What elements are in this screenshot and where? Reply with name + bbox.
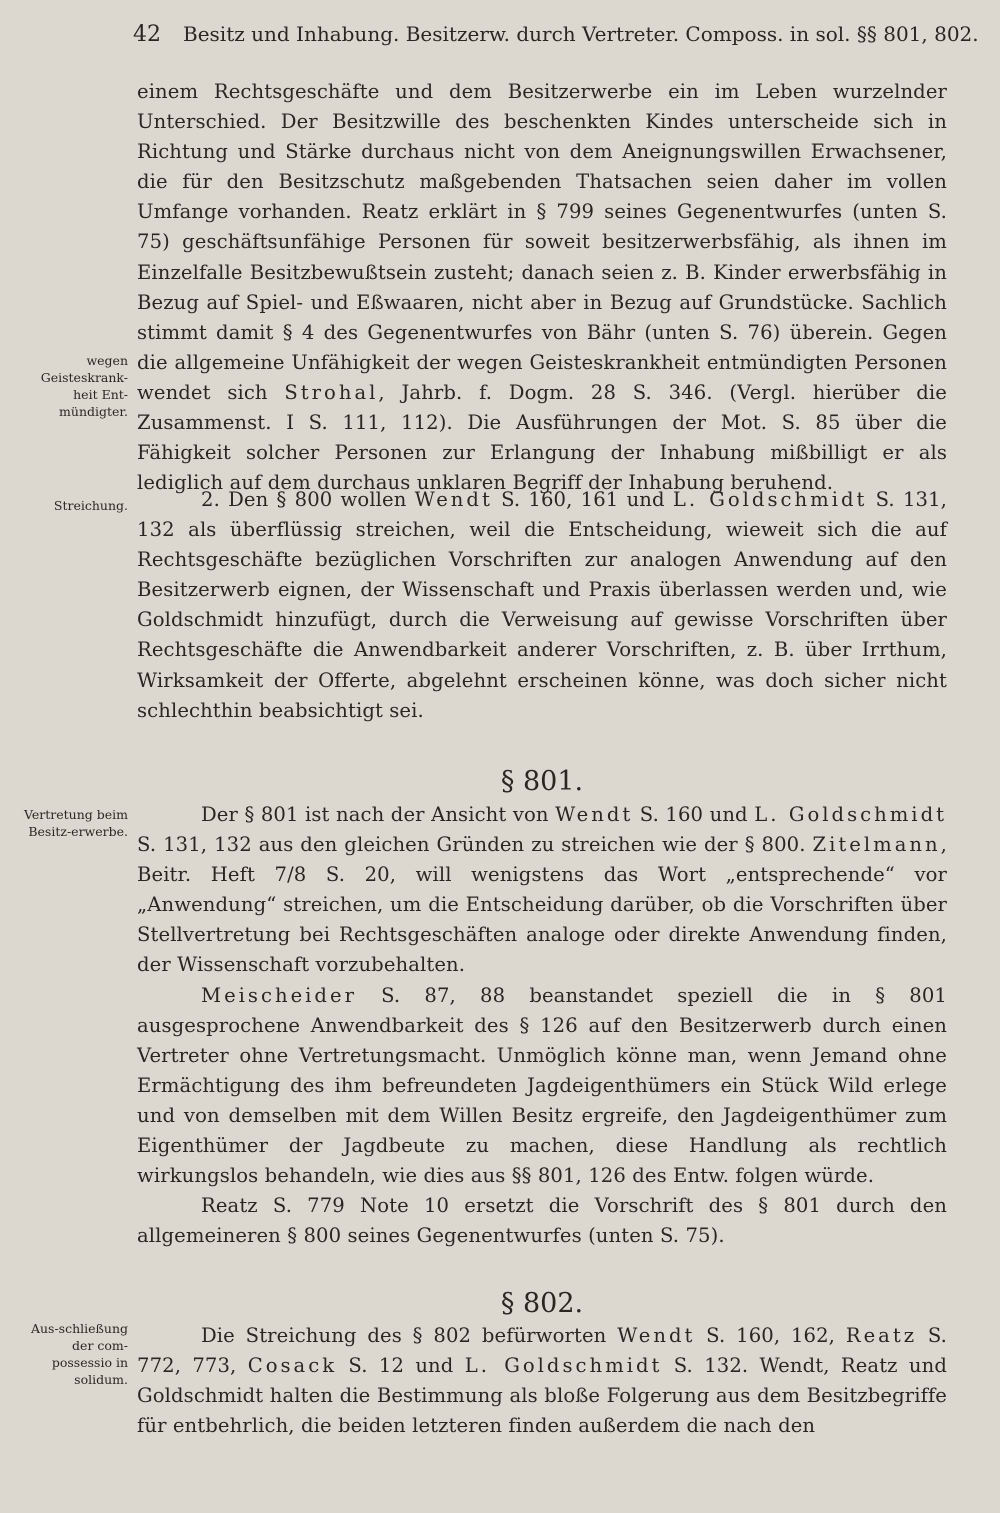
paragraph bbox=[137, 485, 947, 726]
running-title: Besitz und Inhabung. Besitzerw. durch Vertreter. Composs. in sol. §§ 801, 802. bbox=[183, 22, 979, 46]
section-802-body bbox=[137, 1321, 947, 1441]
author-name: L. Goldschmidt bbox=[672, 488, 868, 511]
margin-note-streichung: Streichung. bbox=[53, 498, 128, 513]
section-heading-801: § 801. bbox=[500, 766, 584, 797]
paragraph-text: S. 160 und bbox=[633, 803, 755, 826]
paragraph bbox=[137, 800, 947, 981]
paragraph-text: , Jahrb. f. Dogm. 28 S. 346. (Vergl. hierüber die Zusammenst. I S. 111, 112). Die Ausführungen der Mot. S. 85 über die Fähigkeit solcher Personen zur Erlangung der Inhabung mißbilligt er als lediglich auf dem durchaus unklaren Begriff der Inhabung beruhend. bbox=[137, 380, 947, 495]
section-heading-802: § 802. bbox=[500, 1288, 584, 1319]
margin-note-geisteskrank: wegen Geisteskrank-heit Ent-mündigter. bbox=[40, 353, 128, 419]
section-801-body bbox=[137, 800, 947, 1251]
paragraph-text: S. 131, 132 aus den gleichen Gründen zu streichen wie der § 800. bbox=[137, 833, 813, 857]
author-name: Wendt bbox=[414, 488, 493, 511]
margin-note-compossessio: Aus-schließung der com-possessio in solidum. bbox=[30, 1321, 128, 1387]
paragraph-text: S. 160, 162, bbox=[695, 1324, 846, 1347]
paragraph-text: S. 12 und bbox=[337, 1354, 465, 1378]
paragraph-text: S. 131, 132 als überflüssig streichen, weil die Entscheidung, wieweit sich die auf Rechtsgeschäfte bezüglichen Vorschriften zur analogen Anwendung auf den Besitzerwerb eignen, der Wissenschaft und Praxis überlassen werden und, wie Goldschmidt hinzufügt, durch die Verweisung auf gewisse Vorschriften über Rechtsgeschäfte die Anwendbarkeit anderer Vorschriften, z. B. über Irrthum, Wirksamkeit der Offerte, abgelehnt erscheinen könne, was doch sicher nicht schlechthin beabsichtigt sei. bbox=[137, 488, 947, 722]
paragraph bbox=[137, 981, 947, 1192]
author-name: Cosack bbox=[247, 1354, 338, 1378]
paragraph-text: S. 160, 161 und bbox=[492, 488, 673, 511]
author-name: Reatz bbox=[845, 1324, 918, 1347]
paragraph-text: 2. Den § 800 wollen bbox=[201, 488, 415, 511]
author-name: Strohal bbox=[284, 380, 379, 404]
author-name: Wendt bbox=[617, 1324, 696, 1347]
paragraph bbox=[137, 1321, 947, 1441]
paragraph-text: Der § 801 ist nach der Ansicht von bbox=[201, 803, 556, 826]
author-name: Reatz bbox=[201, 1194, 258, 1218]
margin-note-vertretung: Vertretung beim Besitz-erwerbe. bbox=[24, 807, 128, 839]
running-head bbox=[133, 14, 979, 55]
author-name: Wendt bbox=[555, 803, 634, 826]
paragraph bbox=[137, 77, 947, 498]
page-number: 42 bbox=[133, 22, 161, 47]
paragraph-text: , Beitr. Heft 7/8 S. 20, will wenigstens das Wort „entsprechende“ vor „Anwendung“ streichen, um die Entscheidung darüber, ob die Vorschriften über Stellvertretung bei Rechtsgeschäften analoge oder direkte Anwendung finden, der Wissenschaft vorzubehalten. bbox=[137, 833, 947, 977]
paragraph-text: S. 779 Note 10 ersetzt die Vorschrift des § 801 durch den allgemeineren § 800 seines Gegenentwurfes (unten S. 75). bbox=[137, 1194, 947, 1248]
paragraph-text: S. 132. Wendt, Reatz und Goldschmidt halten die Bestimmung als bloße Folgerung aus dem Besitzbegriffe für entbehrlich, die beiden letzteren finden außerdem die nach den bbox=[137, 1354, 947, 1438]
author-name: Meischeider bbox=[201, 983, 357, 1007]
author-name: Zitelmann bbox=[812, 833, 941, 857]
author-name: L. Goldschmidt bbox=[754, 803, 947, 826]
text-block-1 bbox=[137, 77, 947, 498]
text-block-2 bbox=[137, 485, 947, 726]
paragraph-text: einem Rechtsgeschäfte und dem Besitzerwerbe ein im Leben wurzelnder Unterschied. Der Besitzwille des beschenkten Kindes unterscheide sich in Richtung und Stärke durchaus nicht von dem Aneignungswillen Erwachsener, die für den Besitzschutz maßgebenden Thatsachen seien daher im vollen Umfange vorhanden. Reatz erklärt in § 799 seines Gegenentwurfes (unten S. 75) geschäftsunfähige Personen für soweit besitzerwerbsfähig, als ihnen im Einzelfalle Besitzbewußtsein zusteht; danach seien z. B. Kinder erwerbsfähig in Bezug auf Spiel- und Eßwaaren, nicht aber in Bezug auf Grundstücke. Sachlich stimmt damit § 4 des Gegenentwurfes von Bähr (unten S. 76) überein. Gegen die allgemeine Unfähigkeit der wegen Geisteskrankheit entmündigten Personen wendet sich bbox=[137, 80, 947, 404]
paragraph-text: S. 772, 773, bbox=[137, 1324, 948, 1378]
paragraph-text: S. 87, 88 beanstandet speziell die in § 801 ausgesprochene Anwendbarkeit des § 126 auf den Besitzerwerb durch einen Vertreter ohne Vertretungsmacht. Unmöglich könne man, wenn Jemand ohne Ermächtigung des ihm befreundeten Jagdeigenthümers ein Stück Wild erlege und von demselben mit dem Willen Besitz ergreife, den Jagdeigenthümer zum Eigenthümer der Jagdbeute zu machen, diese Handlung als rechtlich wirkungslos behandeln, wie dies aus §§ 801, 126 des Entw. folgen würde. bbox=[137, 983, 947, 1188]
paragraph bbox=[137, 1191, 947, 1251]
paragraph-text: Die Streichung des § 802 befürworten bbox=[201, 1324, 618, 1347]
author-name: L. Goldschmidt bbox=[464, 1354, 663, 1378]
